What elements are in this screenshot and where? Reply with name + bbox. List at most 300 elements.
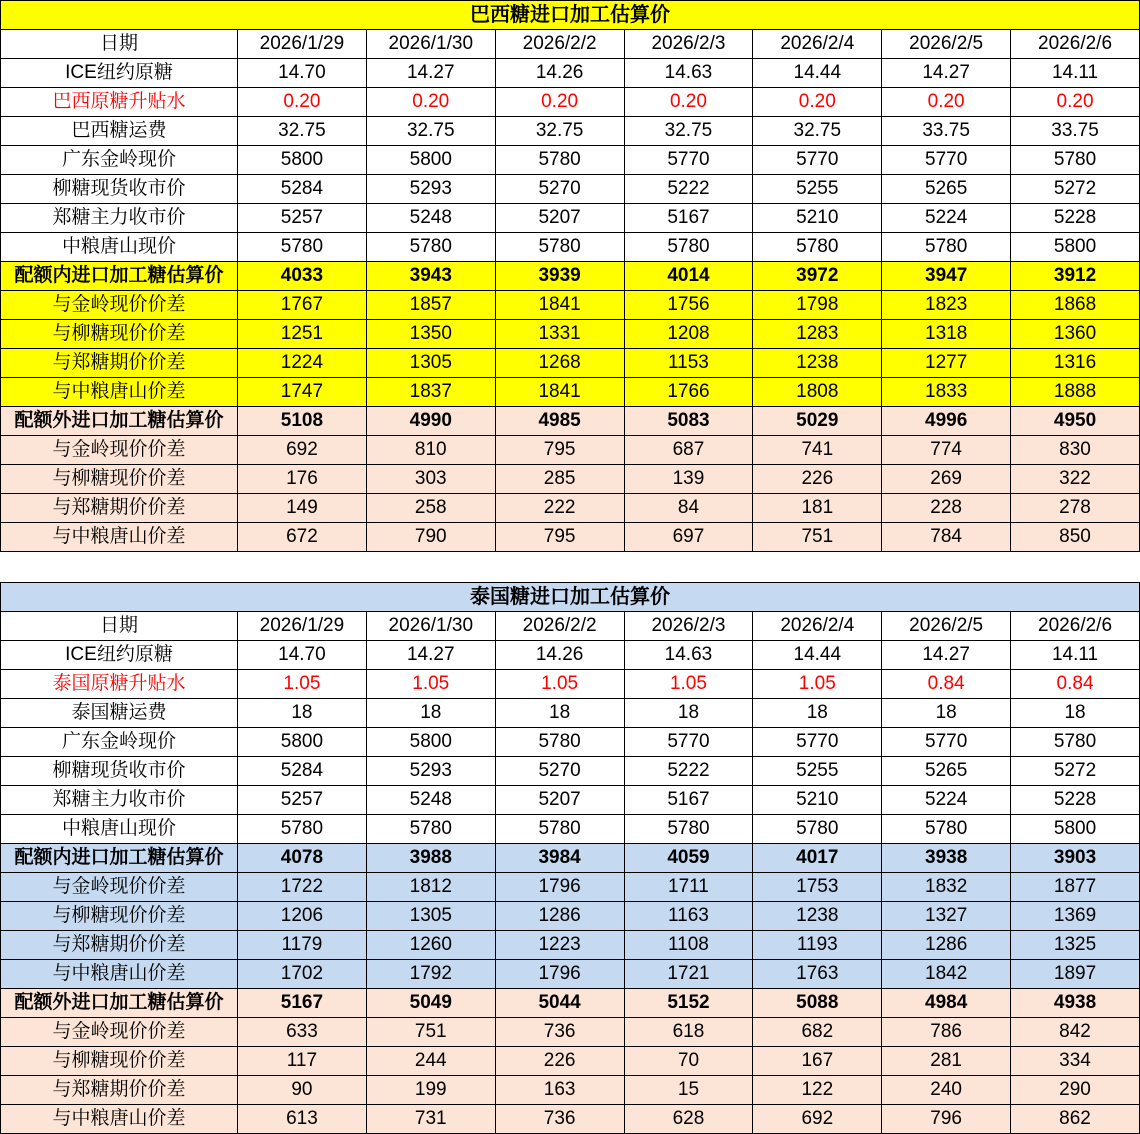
row-label: ICE纽约原糖: [1, 59, 238, 88]
value-cell: 32.75: [495, 117, 624, 146]
value-cell: 32.75: [366, 117, 495, 146]
value-cell: 122: [753, 1076, 882, 1105]
value-cell: 1325: [1011, 931, 1140, 960]
value-cell: 14.11: [1011, 59, 1140, 88]
value-cell: 5210: [753, 786, 882, 815]
value-cell: 790: [366, 523, 495, 552]
row-label: 郑糖主力收市价: [1, 786, 238, 815]
value-cell: 1193: [753, 931, 882, 960]
table-row: [1, 233, 1140, 262]
value-cell: 18: [753, 699, 882, 728]
date-header-cell: 2026/1/30: [366, 612, 495, 641]
value-cell: 285: [495, 465, 624, 494]
row-label: 与中粮唐山价差: [1, 1105, 238, 1134]
date-header-cell: 2026/2/5: [882, 30, 1011, 59]
table-row: [1, 1018, 1140, 1047]
value-cell: 5228: [1011, 786, 1140, 815]
value-cell: 5167: [238, 989, 367, 1018]
value-cell: 5780: [882, 815, 1011, 844]
value-cell: 3939: [495, 262, 624, 291]
table-row: [1, 728, 1140, 757]
row-label: ICE纽约原糖: [1, 641, 238, 670]
value-cell: 5770: [624, 728, 753, 757]
row-label: 与金岭现价价差: [1, 291, 238, 320]
value-cell: 692: [238, 436, 367, 465]
value-cell: 1268: [495, 349, 624, 378]
row-label: 泰国原糖升贴水: [1, 670, 238, 699]
value-cell: 5029: [753, 407, 882, 436]
value-cell: 5224: [882, 786, 1011, 815]
value-cell: 3912: [1011, 262, 1140, 291]
value-cell: 176: [238, 465, 367, 494]
header-row: [1, 612, 1140, 641]
value-cell: 5780: [238, 815, 367, 844]
value-cell: 5780: [238, 233, 367, 262]
table-row: [1, 349, 1140, 378]
value-cell: 0.20: [753, 88, 882, 117]
value-cell: 5284: [238, 175, 367, 204]
value-cell: 4984: [882, 989, 1011, 1018]
value-cell: 796: [882, 1105, 1011, 1134]
value-cell: 1721: [624, 960, 753, 989]
value-cell: 697: [624, 523, 753, 552]
row-label: 与中粮唐山价差: [1, 960, 238, 989]
value-cell: 117: [238, 1047, 367, 1076]
value-cell: 1857: [366, 291, 495, 320]
table-row: [1, 320, 1140, 349]
value-cell: 5224: [882, 204, 1011, 233]
value-cell: 5800: [238, 146, 367, 175]
value-cell: 4996: [882, 407, 1011, 436]
value-cell: 850: [1011, 523, 1140, 552]
value-cell: 5780: [495, 728, 624, 757]
table-row: [1, 1076, 1140, 1105]
value-cell: 1832: [882, 873, 1011, 902]
value-cell: 14.44: [753, 59, 882, 88]
date-header-cell: 2026/1/29: [238, 30, 367, 59]
value-cell: 226: [495, 1047, 624, 1076]
table-row: [1, 699, 1140, 728]
value-cell: 1812: [366, 873, 495, 902]
value-cell: 5248: [366, 204, 495, 233]
value-cell: 1350: [366, 320, 495, 349]
value-cell: 5780: [624, 815, 753, 844]
row-label: 配额内进口加工糖估算价: [1, 844, 238, 873]
value-cell: 687: [624, 436, 753, 465]
value-cell: 5228: [1011, 204, 1140, 233]
value-cell: 5272: [1011, 757, 1140, 786]
row-label: 与金岭现价价差: [1, 1018, 238, 1047]
table-row: [1, 1105, 1140, 1134]
value-cell: 5293: [366, 757, 495, 786]
value-cell: 1841: [495, 291, 624, 320]
value-cell: 1286: [882, 931, 1011, 960]
row-label: 配额外进口加工糖估算价: [1, 989, 238, 1018]
value-cell: 0.20: [366, 88, 495, 117]
value-cell: 736: [495, 1018, 624, 1047]
value-cell: 1260: [366, 931, 495, 960]
brazil-sugar-table: [0, 0, 1140, 552]
value-cell: 5800: [1011, 233, 1140, 262]
date-header-cell: 2026/1/29: [238, 612, 367, 641]
value-cell: 5049: [366, 989, 495, 1018]
value-cell: 1.05: [624, 670, 753, 699]
value-cell: 613: [238, 1105, 367, 1134]
value-cell: 5800: [366, 146, 495, 175]
row-label: 中粮唐山现价: [1, 233, 238, 262]
value-cell: 1796: [495, 960, 624, 989]
value-cell: 222: [495, 494, 624, 523]
value-cell: 281: [882, 1047, 1011, 1076]
date-header-cell: 2026/2/2: [495, 30, 624, 59]
row-label: 柳糖现货收市价: [1, 757, 238, 786]
value-cell: 3903: [1011, 844, 1140, 873]
table-row: [1, 436, 1140, 465]
value-cell: 1837: [366, 378, 495, 407]
value-cell: 70: [624, 1047, 753, 1076]
table-row: [1, 146, 1140, 175]
value-cell: 1763: [753, 960, 882, 989]
value-cell: 33.75: [1011, 117, 1140, 146]
value-cell: 18: [882, 699, 1011, 728]
table-row: [1, 378, 1140, 407]
value-cell: 1327: [882, 902, 1011, 931]
value-cell: 14.26: [495, 641, 624, 670]
value-cell: 5167: [624, 204, 753, 233]
value-cell: 0.20: [238, 88, 367, 117]
row-label: 与中粮唐山价差: [1, 523, 238, 552]
value-cell: 14.27: [882, 641, 1011, 670]
table-row: [1, 873, 1140, 902]
value-cell: 18: [238, 699, 367, 728]
value-cell: 1756: [624, 291, 753, 320]
value-cell: 786: [882, 1018, 1011, 1047]
value-cell: 0.84: [882, 670, 1011, 699]
value-cell: 5222: [624, 757, 753, 786]
value-cell: 3988: [366, 844, 495, 873]
value-cell: 731: [366, 1105, 495, 1134]
value-cell: 32.75: [624, 117, 753, 146]
value-cell: 5780: [495, 233, 624, 262]
date-header-cell: 2026/2/6: [1011, 30, 1140, 59]
value-cell: 5265: [882, 757, 1011, 786]
value-cell: 5167: [624, 786, 753, 815]
value-cell: 1767: [238, 291, 367, 320]
value-cell: 334: [1011, 1047, 1140, 1076]
value-cell: 14.27: [366, 641, 495, 670]
value-cell: 167: [753, 1047, 882, 1076]
value-cell: 3972: [753, 262, 882, 291]
value-cell: 1823: [882, 291, 1011, 320]
value-cell: 4033: [238, 262, 367, 291]
value-cell: 163: [495, 1076, 624, 1105]
value-cell: 1888: [1011, 378, 1140, 407]
value-cell: 5780: [882, 233, 1011, 262]
value-cell: 1796: [495, 873, 624, 902]
value-cell: 774: [882, 436, 1011, 465]
table-row: [1, 931, 1140, 960]
value-cell: 672: [238, 523, 367, 552]
row-label: 与郑糖期价价差: [1, 349, 238, 378]
value-cell: 5780: [495, 146, 624, 175]
table-row: [1, 523, 1140, 552]
value-cell: 0.20: [495, 88, 624, 117]
date-header-label: 日期: [1, 30, 238, 59]
date-header-cell: 2026/2/3: [624, 30, 753, 59]
value-cell: 14.63: [624, 59, 753, 88]
value-cell: 741: [753, 436, 882, 465]
value-cell: 149: [238, 494, 367, 523]
value-cell: 14.27: [366, 59, 495, 88]
value-cell: 14.27: [882, 59, 1011, 88]
value-cell: 5207: [495, 786, 624, 815]
value-cell: 1.05: [495, 670, 624, 699]
value-cell: 1316: [1011, 349, 1140, 378]
row-label: 中粮唐山现价: [1, 815, 238, 844]
value-cell: 1798: [753, 291, 882, 320]
row-label: 与柳糖现价价差: [1, 465, 238, 494]
row-label: 广东金岭现价: [1, 728, 238, 757]
date-header-cell: 2026/2/3: [624, 612, 753, 641]
value-cell: 18: [495, 699, 624, 728]
row-label: 与郑糖期价价差: [1, 494, 238, 523]
value-cell: 1792: [366, 960, 495, 989]
value-cell: 5780: [495, 815, 624, 844]
value-cell: 5265: [882, 175, 1011, 204]
row-label: 巴西原糖升贴水: [1, 88, 238, 117]
table-row: [1, 844, 1140, 873]
table-row: [1, 262, 1140, 291]
value-cell: 5780: [753, 815, 882, 844]
value-cell: 692: [753, 1105, 882, 1134]
value-cell: 1.05: [753, 670, 882, 699]
table-row: [1, 1047, 1140, 1076]
table-row: [1, 407, 1140, 436]
value-cell: 1877: [1011, 873, 1140, 902]
value-cell: 5152: [624, 989, 753, 1018]
value-cell: 3943: [366, 262, 495, 291]
value-cell: 736: [495, 1105, 624, 1134]
value-cell: 0.20: [1011, 88, 1140, 117]
value-cell: 32.75: [238, 117, 367, 146]
row-label: 广东金岭现价: [1, 146, 238, 175]
value-cell: 14.70: [238, 59, 367, 88]
value-cell: 5210: [753, 204, 882, 233]
value-cell: 4938: [1011, 989, 1140, 1018]
value-cell: 4014: [624, 262, 753, 291]
value-cell: 795: [495, 523, 624, 552]
table-row: [1, 204, 1140, 233]
table-row: [1, 902, 1140, 931]
row-label: 郑糖主力收市价: [1, 204, 238, 233]
value-cell: 226: [753, 465, 882, 494]
row-label: 与金岭现价价差: [1, 436, 238, 465]
table-row: [1, 291, 1140, 320]
row-label: 与金岭现价价差: [1, 873, 238, 902]
value-cell: 278: [1011, 494, 1140, 523]
value-cell: 1331: [495, 320, 624, 349]
value-cell: 1277: [882, 349, 1011, 378]
value-cell: 5257: [238, 786, 367, 815]
value-cell: 5780: [366, 233, 495, 262]
value-cell: 1153: [624, 349, 753, 378]
value-cell: 1208: [624, 320, 753, 349]
value-cell: 1238: [753, 902, 882, 931]
row-label: 与柳糖现价价差: [1, 902, 238, 931]
value-cell: 5780: [1011, 146, 1140, 175]
value-cell: 4950: [1011, 407, 1140, 436]
value-cell: 1.05: [238, 670, 367, 699]
value-cell: 1318: [882, 320, 1011, 349]
value-cell: 1.05: [366, 670, 495, 699]
value-cell: 1808: [753, 378, 882, 407]
title-row: [1, 1, 1140, 30]
value-cell: 5270: [495, 757, 624, 786]
table-row: [1, 117, 1140, 146]
table-row: [1, 989, 1140, 1018]
value-cell: 633: [238, 1018, 367, 1047]
date-header-cell: 2026/1/30: [366, 30, 495, 59]
value-cell: 181: [753, 494, 882, 523]
header-row: [1, 30, 1140, 59]
value-cell: 15: [624, 1076, 753, 1105]
row-label: 巴西糖运费: [1, 117, 238, 146]
table-title: 泰国糖进口加工估算价: [1, 583, 1140, 612]
value-cell: 5780: [753, 233, 882, 262]
value-cell: 1711: [624, 873, 753, 902]
value-cell: 5083: [624, 407, 753, 436]
value-cell: 1833: [882, 378, 1011, 407]
value-cell: 1842: [882, 960, 1011, 989]
value-cell: 84: [624, 494, 753, 523]
row-label: 与柳糖现价价差: [1, 1047, 238, 1076]
value-cell: 5270: [495, 175, 624, 204]
value-cell: 751: [366, 1018, 495, 1047]
value-cell: 3947: [882, 262, 1011, 291]
value-cell: 5770: [882, 146, 1011, 175]
value-cell: 751: [753, 523, 882, 552]
value-cell: 1206: [238, 902, 367, 931]
row-label: 泰国糖运费: [1, 699, 238, 728]
value-cell: 5207: [495, 204, 624, 233]
value-cell: 1238: [753, 349, 882, 378]
value-cell: 258: [366, 494, 495, 523]
value-cell: 5248: [366, 786, 495, 815]
value-cell: 5222: [624, 175, 753, 204]
value-cell: 14.44: [753, 641, 882, 670]
value-cell: 90: [238, 1076, 367, 1105]
value-cell: 5255: [753, 757, 882, 786]
value-cell: 4990: [366, 407, 495, 436]
value-cell: 4059: [624, 844, 753, 873]
table-row: [1, 670, 1140, 699]
table-row: [1, 641, 1140, 670]
value-cell: 240: [882, 1076, 1011, 1105]
value-cell: 228: [882, 494, 1011, 523]
value-cell: 1224: [238, 349, 367, 378]
value-cell: 1283: [753, 320, 882, 349]
value-cell: 14.70: [238, 641, 367, 670]
value-cell: 5770: [753, 728, 882, 757]
value-cell: 322: [1011, 465, 1140, 494]
value-cell: 1753: [753, 873, 882, 902]
date-header-cell: 2026/2/2: [495, 612, 624, 641]
table-row: [1, 960, 1140, 989]
date-header-label: 日期: [1, 612, 238, 641]
row-label: 配额外进口加工糖估算价: [1, 407, 238, 436]
value-cell: 618: [624, 1018, 753, 1047]
value-cell: 1360: [1011, 320, 1140, 349]
value-cell: 1841: [495, 378, 624, 407]
value-cell: 0.20: [882, 88, 1011, 117]
value-cell: 1702: [238, 960, 367, 989]
value-cell: 32.75: [753, 117, 882, 146]
value-cell: 1897: [1011, 960, 1140, 989]
value-cell: 1286: [495, 902, 624, 931]
value-cell: 5108: [238, 407, 367, 436]
value-cell: 5800: [1011, 815, 1140, 844]
value-cell: 682: [753, 1018, 882, 1047]
value-cell: 784: [882, 523, 1011, 552]
value-cell: 18: [1011, 699, 1140, 728]
value-cell: 5770: [753, 146, 882, 175]
value-cell: 199: [366, 1076, 495, 1105]
value-cell: 5780: [624, 233, 753, 262]
value-cell: 18: [624, 699, 753, 728]
row-label: 与柳糖现价价差: [1, 320, 238, 349]
value-cell: 5780: [1011, 728, 1140, 757]
value-cell: 628: [624, 1105, 753, 1134]
table-row: [1, 757, 1140, 786]
value-cell: 1305: [366, 349, 495, 378]
value-cell: 290: [1011, 1076, 1140, 1105]
date-header-cell: 2026/2/4: [753, 612, 882, 641]
value-cell: 269: [882, 465, 1011, 494]
value-cell: 1766: [624, 378, 753, 407]
table-title: 巴西糖进口加工估算价: [1, 1, 1140, 30]
value-cell: 3984: [495, 844, 624, 873]
table-row: [1, 465, 1140, 494]
value-cell: 244: [366, 1047, 495, 1076]
value-cell: 1369: [1011, 902, 1140, 931]
value-cell: 14.63: [624, 641, 753, 670]
table-row: [1, 786, 1140, 815]
value-cell: 0.84: [1011, 670, 1140, 699]
value-cell: 5257: [238, 204, 367, 233]
value-cell: 1108: [624, 931, 753, 960]
value-cell: 14.11: [1011, 641, 1140, 670]
value-cell: 5272: [1011, 175, 1140, 204]
table-row: [1, 494, 1140, 523]
table-row: [1, 59, 1140, 88]
value-cell: 4985: [495, 407, 624, 436]
date-header-cell: 2026/2/6: [1011, 612, 1140, 641]
value-cell: 5088: [753, 989, 882, 1018]
value-cell: 795: [495, 436, 624, 465]
date-header-cell: 2026/2/5: [882, 612, 1011, 641]
value-cell: 5770: [882, 728, 1011, 757]
table-row: [1, 815, 1140, 844]
value-cell: 18: [366, 699, 495, 728]
value-cell: 3938: [882, 844, 1011, 873]
value-cell: 1868: [1011, 291, 1140, 320]
value-cell: 1305: [366, 902, 495, 931]
value-cell: 810: [366, 436, 495, 465]
value-cell: 5800: [238, 728, 367, 757]
value-cell: 5800: [366, 728, 495, 757]
value-cell: 1223: [495, 931, 624, 960]
row-label: 与郑糖期价价差: [1, 1076, 238, 1105]
